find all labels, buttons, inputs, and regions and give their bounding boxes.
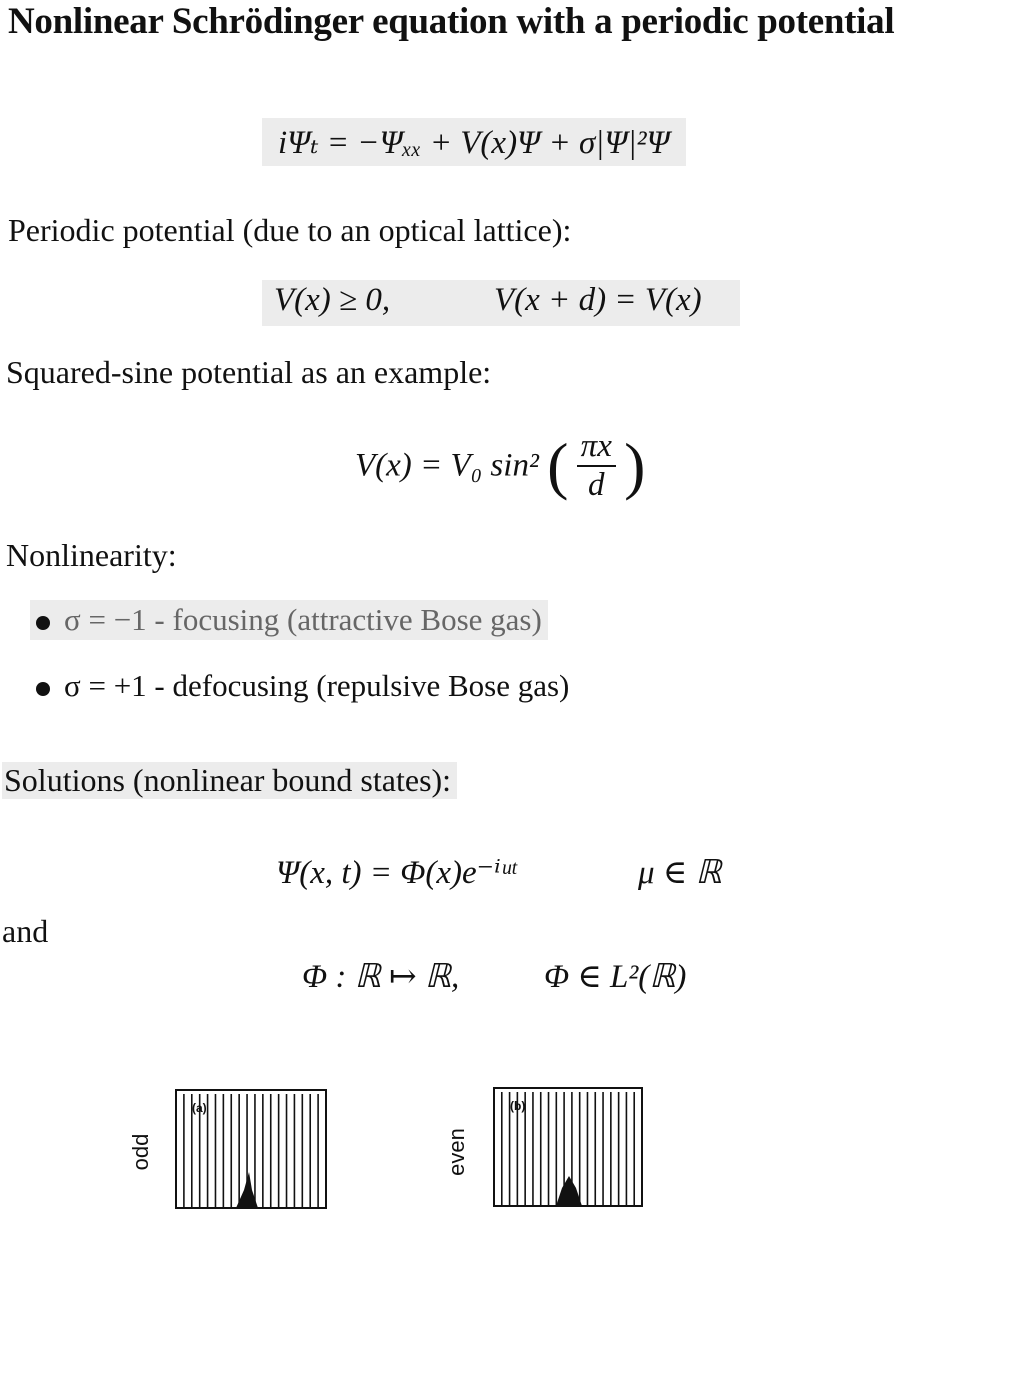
squared-sine-lhs: V(x) = V₀ sin² — [355, 447, 539, 484]
fraction-denominator: d — [588, 467, 605, 503]
plot-even — [436, 1080, 656, 1230]
plot-even-panel-label: (b) — [510, 1099, 526, 1113]
squared-sine-equation — [355, 428, 645, 504]
right-paren: ) — [624, 430, 646, 501]
plot-even-ylabel: even — [444, 1128, 469, 1176]
nls-equation-text: iΨₜ = −Ψₓₓ + V(x)Ψ + σ|Ψ|²Ψ — [278, 125, 670, 161]
bullet-dot — [36, 616, 50, 630]
periodic-equation — [262, 280, 740, 326]
periodic-label: Periodic potential (due to an optical lattice): — [8, 212, 572, 248]
plot-even-svg — [436, 1080, 656, 1230]
page-title: Nonlinear Schrödinger equation with a periodic potential — [8, 1, 895, 42]
periodic-equation-b: V(x + d) = V(x) — [494, 282, 702, 318]
fraction-numerator: πx — [577, 428, 616, 467]
plot-odd-panel-label: (a) — [192, 1101, 207, 1115]
periodic-equation-a: V(x) ≥ 0, — [274, 282, 391, 318]
bullet-defocusing-text: σ = +1 - defocusing (repulsive Bose gas) — [64, 668, 570, 703]
solution-equation-a: Ψ(x, t) = Φ(x)e⁻ⁱᵘᵗ — [276, 855, 516, 891]
left-paren: ( — [547, 430, 569, 501]
plot-odd-ylabel: odd — [128, 1133, 153, 1171]
bullet-dot — [36, 682, 50, 696]
plot-odd — [118, 1080, 338, 1230]
and-label: and — [2, 913, 49, 949]
mapping-equation-a: Φ : ℝ ↦ ℝ, — [302, 959, 460, 995]
squared-sine-label: Squared-sine potential as an example: — [6, 354, 492, 390]
nls-equation — [262, 118, 686, 166]
nonlinearity-label: Nonlinearity: — [6, 537, 177, 573]
plot-odd-svg — [118, 1080, 338, 1230]
bullet-focusing — [30, 600, 548, 640]
bullet-focusing-text: σ = −1 - focusing (attractive Bose gas) — [64, 602, 542, 637]
solutions-label: Solutions (nonlinear bound states): — [2, 762, 457, 799]
mapping-equation-b: Φ ∈ L²(ℝ) — [544, 959, 687, 995]
fraction — [577, 428, 616, 504]
solution-equation-b: μ ∈ ℝ — [638, 855, 722, 891]
bullet-defocusing — [30, 666, 575, 706]
